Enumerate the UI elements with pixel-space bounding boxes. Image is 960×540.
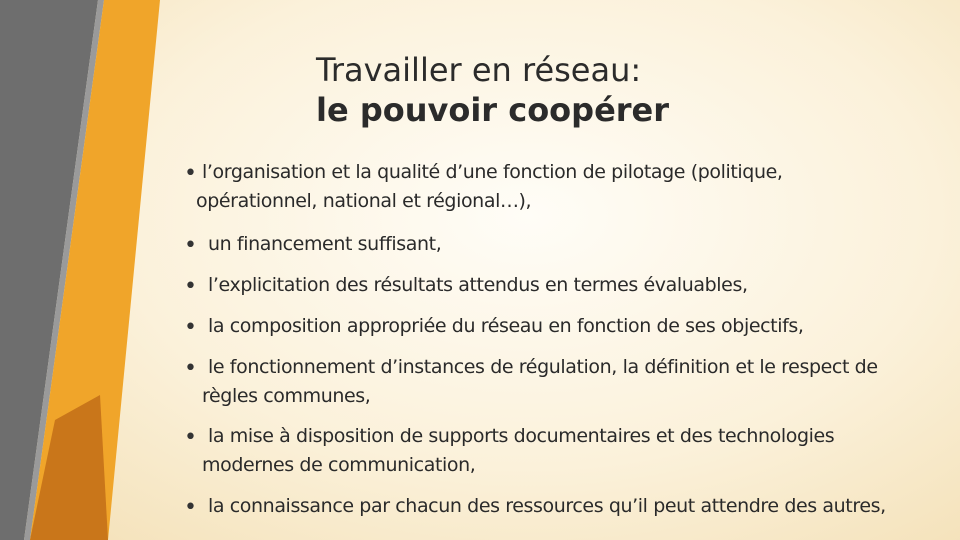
bullet-dot-icon: • (184, 495, 197, 520)
bullet-dot-icon: • (184, 161, 197, 186)
bullet-dot-icon: • (184, 233, 197, 258)
bullet-line-continued: règles communes, (202, 385, 371, 407)
bullet-text (202, 353, 943, 411)
bullet-text (196, 158, 937, 216)
bullet-dot-icon: • (184, 274, 197, 299)
bullet-text (202, 422, 943, 480)
bullet-dot-icon: • (184, 425, 197, 450)
bullet-line: la mise à disposition de supports documentaires et des technologies (208, 425, 835, 447)
bullet-line: l’organisation et la qualité d’une fonction de pilotage (politique, (202, 161, 783, 183)
title-line-1: Travailler en réseau: (316, 51, 642, 89)
bullet-text: la composition appropriée du réseau en fonction de ses objectifs, (208, 315, 804, 337)
bullet-line-continued: modernes de communication, (202, 454, 476, 476)
bullet-line: le fonctionnement d’instances de régulation, la définition et le respect de (208, 356, 878, 378)
bullet-text: l’explicitation des résultats attendus en termes évaluables, (208, 274, 748, 296)
bullet-line-continued: opérationnel, national et régional…), (196, 190, 532, 212)
bullet-dot-icon: • (184, 315, 197, 340)
bullet-dot-icon: • (184, 356, 197, 381)
bullet-text: un financement suffisant, (208, 233, 442, 255)
title-line-2: le pouvoir coopérer (316, 91, 670, 129)
slide-title (316, 50, 669, 130)
bullet-text: la connaissance par chacun des ressources qu’il peut attendre des autres, (208, 495, 886, 517)
